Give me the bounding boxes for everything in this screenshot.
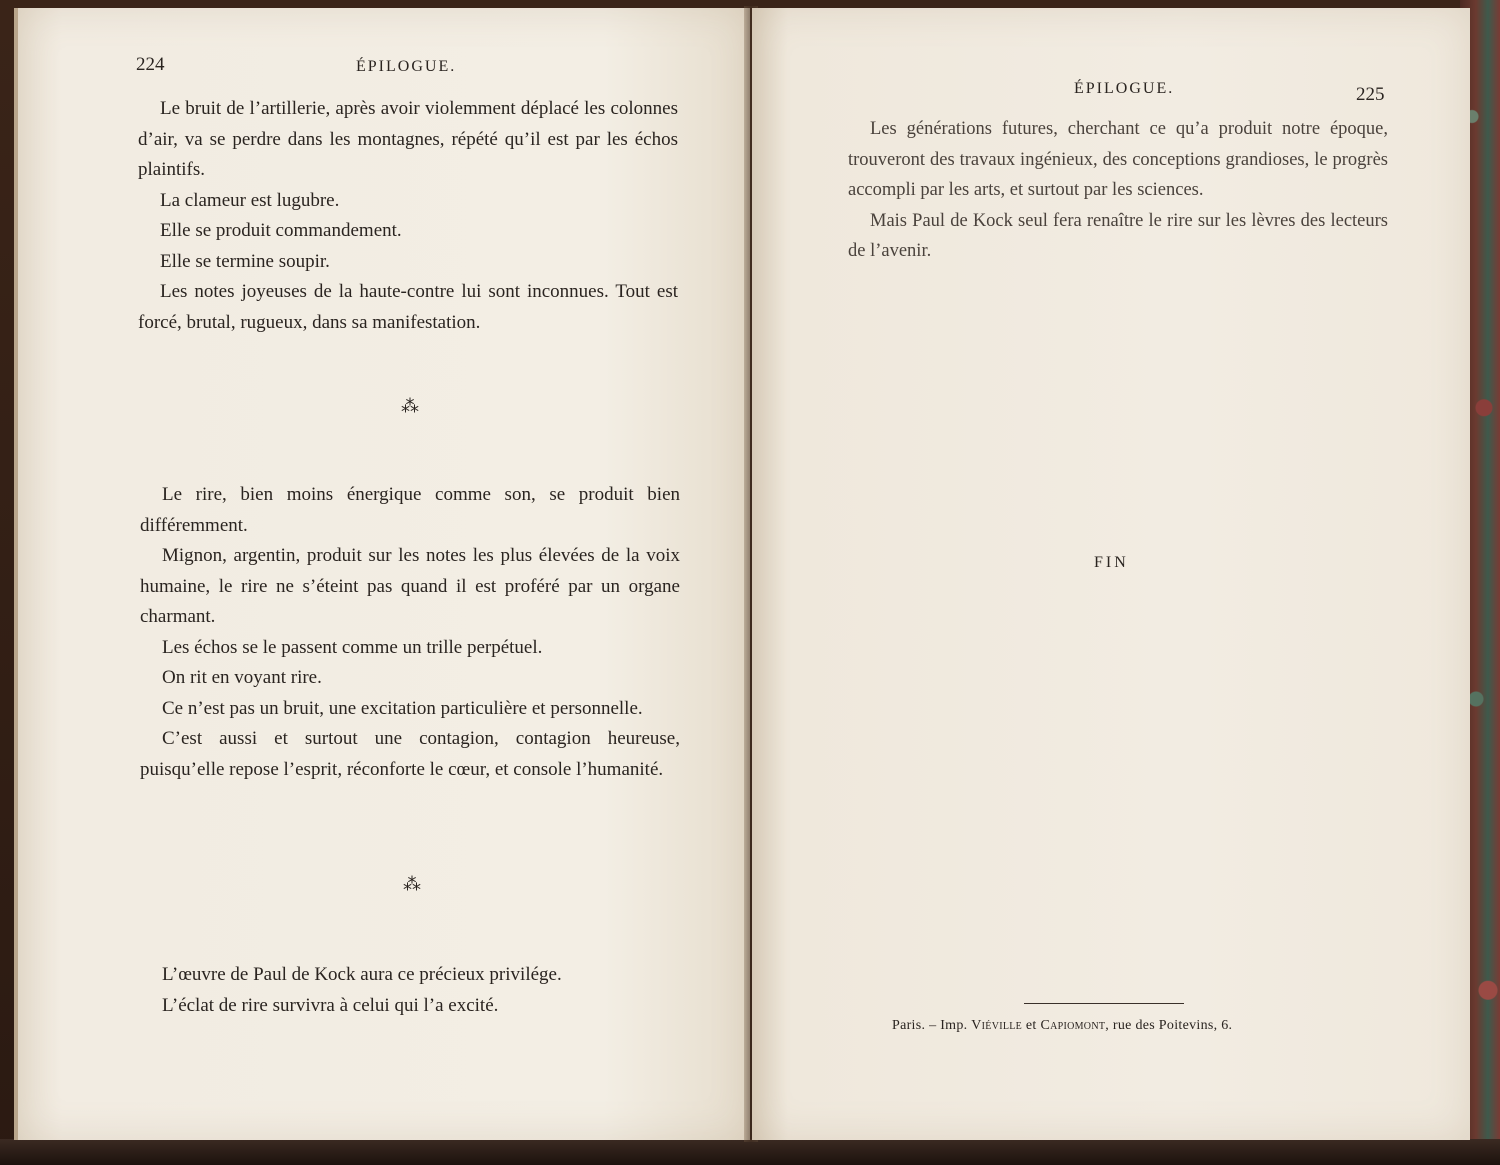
paragraph: Les échos se le passent comme un trille perpétuel. (162, 636, 543, 658)
printer-rule (1024, 1003, 1184, 1004)
page-number: 224 (136, 54, 165, 75)
paragraph: Le rire, bien moins énergique comme son, se produit bien différemment. (140, 484, 680, 536)
paragraph: La clameur est lugubre. (160, 189, 340, 211)
paragraph: L’œuvre de Paul de Kock aura ce précieux privilége. (162, 964, 562, 985)
paragraph: On rit en voyant rire. (162, 667, 322, 688)
paragraph: Ce n’est pas un bruit, une excitation particulière et personnelle. (162, 697, 643, 719)
section-3 (140, 960, 680, 1021)
book-bottom-edge (0, 1139, 1500, 1165)
printer-name-1: Viéville (971, 1018, 1023, 1033)
end-mark: FIN (1094, 554, 1129, 571)
paragraph: L’éclat de rire survivra à celui qui l’a excité. (162, 994, 499, 1016)
running-head: ÉPILOGUE. (1074, 80, 1175, 97)
paragraph: Elle se produit commandement. (160, 220, 402, 241)
section-1 (138, 94, 678, 338)
running-head: ÉPILOGUE. (356, 58, 457, 75)
left-page (14, 8, 750, 1140)
right-page (752, 8, 1470, 1140)
printer-name-2: Capiomont (1040, 1018, 1106, 1033)
paragraph: Elle se termine soupir. (160, 250, 330, 272)
printer-conjunction: et (1025, 1018, 1037, 1033)
closing-text (848, 114, 1388, 267)
printer-prefix: Paris. – Imp. (892, 1018, 968, 1033)
paragraph: Mignon, argentin, produit sur les notes les plus élevées de la voix humaine, le rire ne s’éteint pas quand il est proféré par un organe charmant. (140, 545, 680, 627)
paragraph: Les générations futures, cherchant ce qu’a produit notre époque, trouveront des travaux ingénieux, des conceptions grandioses, le progrès accompli par les arts, et surtout par les sciences. (848, 119, 1388, 200)
printer-address: , rue des Poitevins, 6. (1105, 1018, 1233, 1033)
paragraph: Les notes joyeuses de la haute-contre lui sont inconnues. Tout est forcé, brutal, rugueux, dans sa manifestation. (138, 281, 678, 333)
printer-imprint (892, 1018, 1332, 1034)
section-separator: ⁂ (403, 874, 421, 895)
paragraph: C’est aussi et surtout une contagion, contagion heureuse, puisqu’elle repose l’esprit, réconforte le cœur, et console l’humanité. (140, 728, 680, 780)
section-separator: ⁂ (401, 396, 419, 417)
page-number: 225 (1356, 84, 1385, 105)
paragraph: Mais Paul de Kock seul fera renaître le rire sur les lèvres des lecteurs de l’avenir. (848, 210, 1388, 261)
section-2 (140, 480, 680, 785)
paragraph: Le bruit de l’artillerie, après avoir violemment déplacé les colonnes d’air, va se perdre dans les montagnes, répété qu’il est par les échos plaintifs. (138, 98, 678, 180)
